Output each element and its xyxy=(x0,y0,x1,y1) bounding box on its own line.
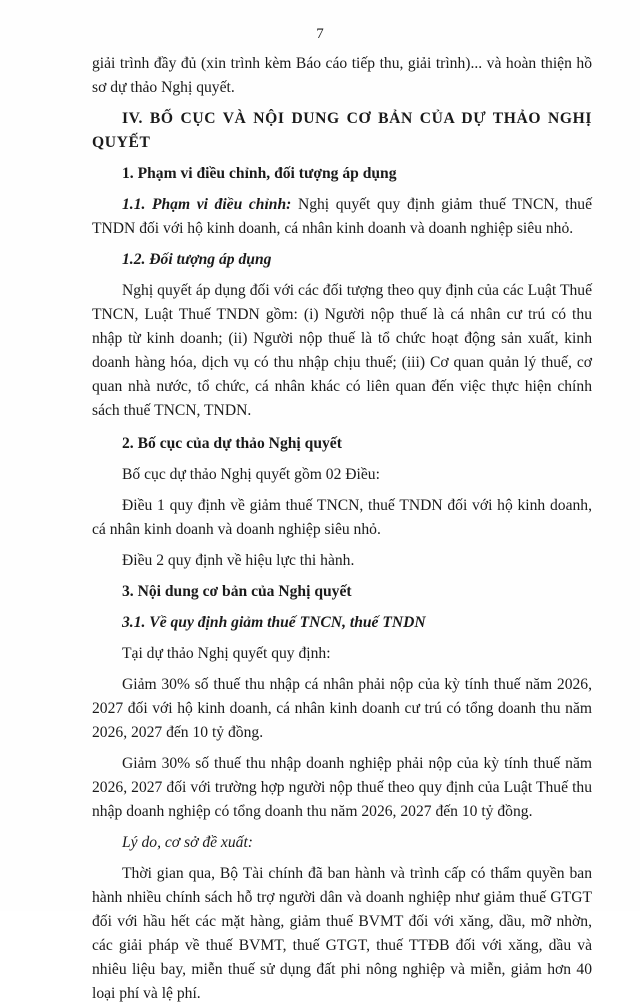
section-2-paragraph-1: Bố cục dự thảo Nghị quyết gồm 02 Điều: xyxy=(122,466,380,483)
section-1-1-label: 1.1. Phạm vi điều chỉnh: xyxy=(122,196,292,213)
section-3-paragraph-2: Giảm 30% số thuế thu nhập cá nhân phải nộp của kỳ tính thuế năm 2026, 2027 đối với hộ kinh doanh, cá nhân kinh doanh cư trú có tổng doanh thu năm 2026, 2027 đến 10 tỷ đồng. xyxy=(92,676,592,741)
intro-paragraph: giải trình đầy đủ (xin trình kèm Báo cáo tiếp thu, giải trình)... và hoàn thiện hồ sơ dự thảo Nghị quyết. xyxy=(92,55,592,96)
section-2-heading: 2. Bố cục của dự thảo Nghị quyết xyxy=(122,435,342,452)
section-2-paragraph-2: Điều 1 quy định về giảm thuế TNCN, thuế TNDN đối với hộ kinh doanh, cá nhân kinh doanh và doanh nghiệp siêu nhỏ. xyxy=(92,497,592,538)
section-3-heading: 3. Nội dung cơ bản của Nghị quyết xyxy=(122,583,352,600)
section-1-heading: 1. Phạm vi điều chỉnh, đối tượng áp dụng xyxy=(122,165,397,182)
section-1-2-heading: 1.2. Đối tượng áp dụng xyxy=(122,251,272,268)
section-3-paragraph-4: Thời gian qua, Bộ Tài chính đã ban hành và trình cấp có thẩm quyền ban hành nhiều chính sách hỗ trợ người dân và doanh nghiệp như giảm thuế GTGT đối với hầu hết các mặt hàng, giảm thuế BVMT đối với xăng, dầu, mỡ nhờn, các giải pháp về thuế BVMT, thuế GTGT, thuế TTĐB đối với xăng, dầu và nhiêu liệu bay, miễn thuế sử dụng đất phi nông nghiệp và miễn, giảm hơn 40 loại phí và lệ phí. xyxy=(92,865,592,1002)
page-number: 7 xyxy=(316,26,324,42)
section-1-1-paragraph xyxy=(92,193,592,241)
section-3-paragraph-1: Tại dự thảo Nghị quyết quy định: xyxy=(122,645,331,662)
section-iv-heading: IV. BỐ CỤC VÀ NỘI DUNG CƠ BẢN CỦA DỰ THẢO NGHỊ QUYẾT xyxy=(92,110,592,151)
section-2-paragraph-3: Điều 2 quy định về hiệu lực thi hành. xyxy=(122,552,355,569)
document-body xyxy=(92,52,592,1006)
section-1-1-text: Nghị quyết quy định giảm thuế TNCN, thuế TNDN đối với hộ kinh doanh, cá nhân kinh doanh và doanh nghiệp siêu nhỏ. xyxy=(92,196,592,237)
section-3-1-heading: 3.1. Về quy định giảm thuế TNCN, thuế TNDN xyxy=(122,614,426,631)
section-1-2-paragraph: Nghị quyết áp dụng đối với các đối tượng theo quy định của các Luật Thuế TNCN, Luật Thuế TNDN gồm: (i) Người nộp thuế là cá nhân cư trú có thu nhập từ kinh doanh; (ii) Người nộp thuế là tổ chức hoạt động sản xuất, kinh doanh hàng hóa, dịch vụ có thu nhập chịu thuế; (iii) Cơ quan quản lý thuế, cơ quan nhà nước, tổ chức, cá nhân khác có liên quan đến việc thực hiện chính sách thuế TNCN, TNDN. xyxy=(92,282,592,419)
reason-heading: Lý do, cơ sở đề xuất: xyxy=(122,834,253,851)
section-3-paragraph-3: Giảm 30% số thuế thu nhập doanh nghiệp phải nộp của kỳ tính thuế năm 2026, 2027 đối với trường hợp người nộp thuế theo quy định của Luật Thuế thu nhập doanh nghiệp có tổng doanh thu năm 2026, 2027 đến 10 tỷ đồng. xyxy=(92,755,592,820)
